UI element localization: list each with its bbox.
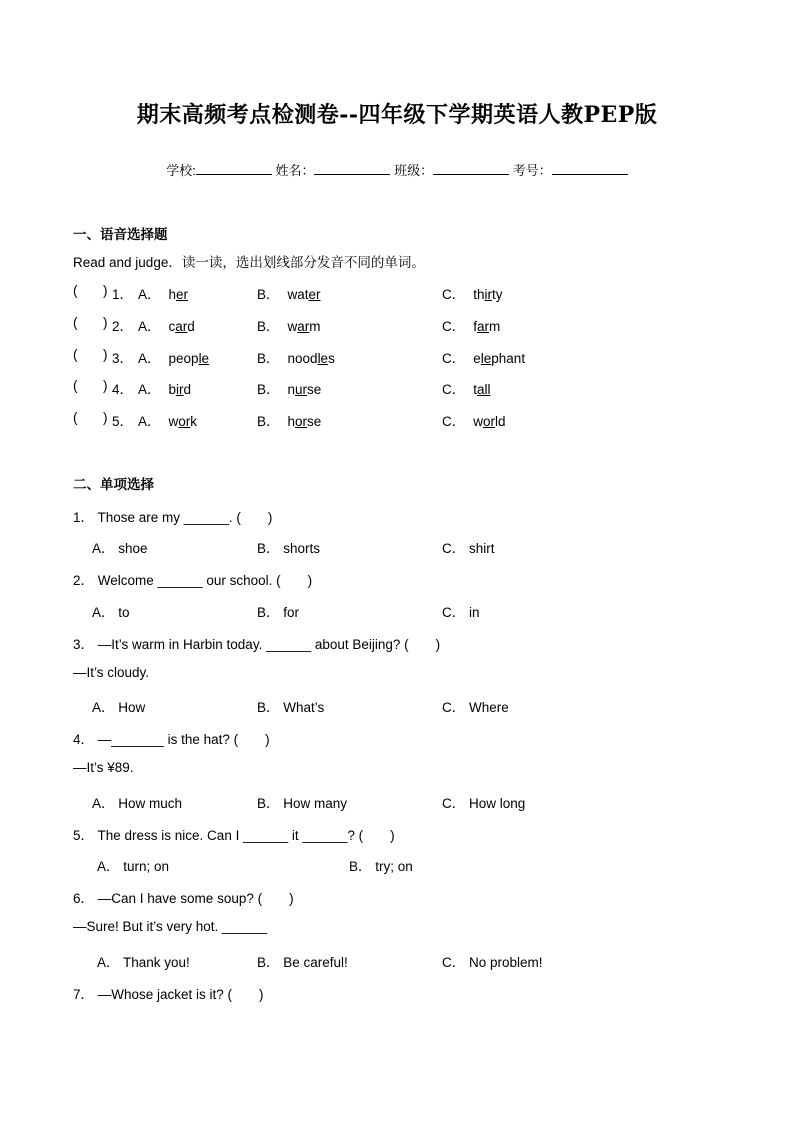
word-underlined-part: le <box>198 351 210 366</box>
word-prefix: w <box>287 319 298 334</box>
question-6-reply: —Sure! But it’s very hot. ______ <box>73 919 268 934</box>
question-3-option-b: B． What’s <box>257 700 325 715</box>
question-4-option-c: C． How long <box>442 796 526 811</box>
question-6-option-c: C． No problem! <box>442 955 543 970</box>
word-underlined-part: er <box>308 287 321 302</box>
phonics-option-c <box>442 283 503 303</box>
word-prefix: h <box>287 414 296 429</box>
word-suffix: m <box>489 319 501 334</box>
student-info-line <box>0 160 794 179</box>
page-title: 期末高频考点检测卷--四年级下学期英语人教PEP版 <box>136 102 658 128</box>
word-prefix: w <box>168 414 179 429</box>
phonics-item-number: 1． <box>112 287 134 302</box>
question-3-reply: —It’s cloudy. <box>73 665 150 680</box>
question-5-option-b: B． try; on <box>349 859 413 874</box>
option-letter: A． <box>138 287 161 302</box>
phonics-option-b <box>257 315 321 335</box>
word-suffix: d <box>187 319 195 334</box>
answer-paren-open: ( <box>73 283 78 298</box>
question-2-option-b: B． for <box>257 605 300 620</box>
phonics-option-b <box>257 283 321 303</box>
question-1-stem: 1． Those are my ______. ( ) <box>73 510 273 525</box>
number-blank <box>552 162 628 175</box>
phonics-option-a <box>138 378 191 398</box>
word-underlined-part: ar <box>297 319 310 334</box>
question-6-stem: 6． —Can I have some soup? ( ) <box>73 891 294 906</box>
phonics-option-a <box>138 315 195 335</box>
question-3-option-c: C． Where <box>442 700 509 715</box>
word-suffix: ty <box>492 287 503 302</box>
option-letter: A． <box>138 382 161 397</box>
word-underlined-part: or <box>483 414 496 429</box>
question-7-stem: 7． —Whose jacket is it? ( ) <box>73 987 264 1002</box>
word-prefix: c <box>168 319 176 334</box>
phonics-option-a <box>138 410 197 430</box>
word-prefix: nood <box>287 351 318 366</box>
answer-paren-open: ( <box>73 410 78 425</box>
word-underlined-part: ar <box>477 319 490 334</box>
option-letter: C． <box>442 351 466 366</box>
school-blank <box>196 162 272 175</box>
name-blank <box>314 162 390 175</box>
option-letter: C． <box>442 414 466 429</box>
phonics-option-b <box>257 347 335 367</box>
name-label: 姓名： <box>275 163 315 178</box>
word-suffix: d <box>183 382 192 397</box>
word-underlined-part: ar <box>175 319 188 334</box>
phonics-option-c <box>442 410 506 430</box>
option-letter: A． <box>138 351 161 366</box>
number-label: 考号： <box>512 163 552 178</box>
class-label: 班级： <box>394 163 434 178</box>
word-prefix: w <box>473 414 483 429</box>
phonics-option-b <box>257 410 321 430</box>
section-heading-phonics: 一、语音选择题 <box>73 227 168 242</box>
word-underlined-part: ur <box>295 382 308 397</box>
question-1-option-a: A． shoe <box>92 541 148 556</box>
phonics-option-a <box>138 283 188 303</box>
phonics-instruction: Read and judge．读一读，选出划线部分发音不同的单词。 <box>73 255 425 270</box>
phonics-option-b <box>257 378 321 398</box>
question-4-reply: —It’s ¥89. <box>73 760 134 775</box>
phonics-item-number: 2． <box>112 319 134 334</box>
option-letter: C． <box>442 319 466 334</box>
word-prefix: peop <box>168 351 199 366</box>
option-letter: B． <box>257 287 280 302</box>
word-underlined-part: le <box>480 351 492 366</box>
word-suffix: phant <box>491 351 526 366</box>
word-prefix: t <box>473 382 478 397</box>
question-3-stem: 3． —It’s warm in Harbin today. ______ about Beijing? ( ) <box>73 637 441 652</box>
class-blank <box>433 162 509 175</box>
question-6-option-a: A． Thank you! <box>97 955 190 970</box>
answer-paren-open: ( <box>73 315 78 330</box>
answer-paren-open: ( <box>73 347 78 362</box>
question-4-stem: 4． —_______ is the hat? ( ) <box>73 732 270 747</box>
phonics-option-a <box>138 347 209 367</box>
word-suffix: m <box>309 319 321 334</box>
word-suffix: s <box>328 351 335 366</box>
question-5-stem: 5． The dress is nice. Can I ______ it ______? ( ) <box>73 828 395 843</box>
word-underlined-part: er <box>176 287 189 302</box>
phonics-option-c <box>442 315 500 335</box>
word-underlined-part: all <box>477 382 491 397</box>
word-prefix: e <box>473 351 481 366</box>
option-letter: B． <box>257 414 280 429</box>
section-heading-choice: 二、单项选择 <box>73 477 154 492</box>
answer-paren-close: ) <box>103 347 108 362</box>
word-prefix: h <box>168 287 177 302</box>
question-6-option-b: B． Be careful! <box>257 955 348 970</box>
option-letter: C． <box>442 287 466 302</box>
word-prefix: wat <box>287 287 309 302</box>
question-4-option-b: B． How many <box>257 796 348 811</box>
word-suffix: se <box>307 382 322 397</box>
word-underlined-part: le <box>317 351 329 366</box>
word-underlined-part: or <box>295 414 308 429</box>
question-3-option-a: A． How <box>92 700 146 715</box>
answer-paren-close: ) <box>103 283 108 298</box>
word-suffix: se <box>307 414 322 429</box>
word-prefix: f <box>473 319 478 334</box>
option-letter: B． <box>257 382 280 397</box>
phonics-item-number: 3． <box>112 351 134 366</box>
question-2-stem: 2． Welcome ______ our school. ( ) <box>73 573 313 588</box>
question-4-option-a: A． How much <box>92 796 183 811</box>
question-1-option-b: B． shorts <box>257 541 321 556</box>
word-suffix: k <box>190 414 198 429</box>
word-prefix: n <box>287 382 296 397</box>
word-prefix: th <box>473 287 485 302</box>
answer-paren-close: ) <box>103 315 108 330</box>
question-5-option-a: A． turn; on <box>97 859 170 874</box>
phonics-option-c <box>442 378 491 398</box>
option-letter: B． <box>257 351 280 366</box>
word-underlined-part: or <box>178 414 191 429</box>
answer-paren-close: ) <box>103 378 108 393</box>
school-label: 学校: <box>166 163 196 178</box>
question-1-option-c: C． shirt <box>442 541 495 556</box>
word-underlined-part: ir <box>484 287 493 302</box>
question-2-option-a: A． to <box>92 605 130 620</box>
word-suffix: ld <box>495 414 506 429</box>
answer-paren-open: ( <box>73 378 78 393</box>
option-letter: C． <box>442 382 466 397</box>
phonics-option-c <box>442 347 525 367</box>
word-underlined-part: ir <box>176 382 184 397</box>
phonics-item-number: 4． <box>112 382 134 397</box>
phonics-item-number: 5． <box>112 414 134 429</box>
option-letter: A． <box>138 319 161 334</box>
option-letter: B． <box>257 319 280 334</box>
option-letter: A． <box>138 414 161 429</box>
word-prefix: b <box>168 382 177 397</box>
answer-paren-close: ) <box>103 410 108 425</box>
question-2-option-c: C． in <box>442 605 480 620</box>
